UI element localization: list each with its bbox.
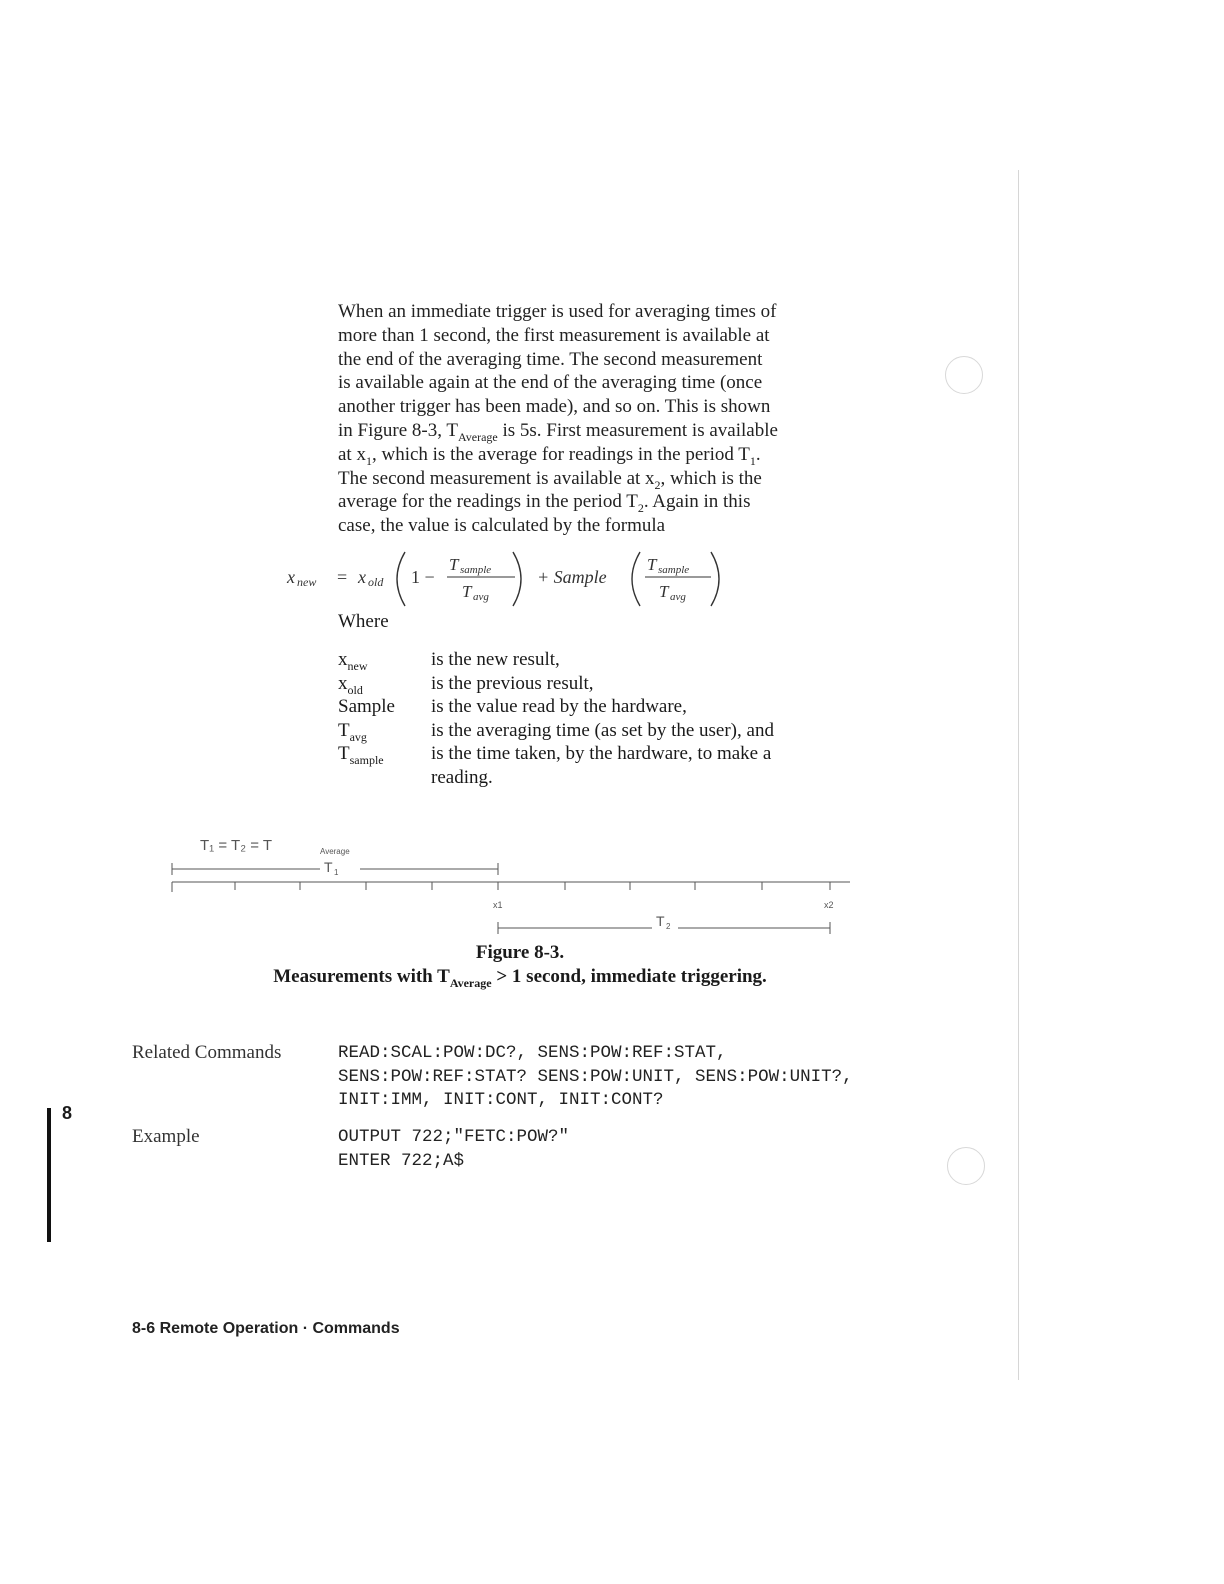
subscript: 1	[749, 453, 756, 468]
example-label: Example	[132, 1126, 200, 1147]
formula-den2: T	[659, 582, 669, 601]
definition-term	[338, 766, 431, 790]
text-run: . Again in this	[643, 491, 751, 513]
text-run: in Figure 8-3, T	[338, 419, 458, 441]
formula-xold: x	[358, 567, 366, 587]
formula-xold-sub: old	[368, 575, 384, 589]
term-text: x	[338, 649, 348, 670]
left-paren	[397, 552, 405, 606]
text-run: .	[755, 443, 761, 465]
code-line: OUTPUT 722;"FETC:POW?"	[338, 1127, 570, 1147]
text-run: is 5s. First measurement is available	[497, 419, 778, 441]
definition-desc: is the time taken, by the hardware, to make a	[431, 743, 772, 764]
example-code	[338, 1126, 569, 1173]
code-line: ENTER 722;A$	[338, 1150, 465, 1171]
paragraph-line: more than 1 second, the first measurement is available at	[338, 324, 770, 346]
term-sub: sample	[349, 752, 384, 767]
page-edge-rule	[1018, 170, 1019, 1380]
formula-num2: T	[647, 555, 657, 574]
period-equality-label: T₁ = T₂ = T	[200, 837, 273, 854]
paragraph-line: case, the value is calculated by the formula	[338, 515, 666, 537]
definition-row	[338, 742, 878, 766]
formula-den1-sub: avg	[473, 591, 489, 603]
formula-den2-sub: avg	[670, 591, 686, 603]
definition-term	[338, 719, 431, 743]
right-paren	[711, 552, 719, 606]
term-text: x	[338, 672, 348, 694]
definition-term	[338, 648, 431, 672]
term-sub: new	[347, 658, 368, 673]
subscript: 1	[365, 453, 372, 468]
text-run: , which is the	[660, 467, 762, 489]
definition-term	[338, 742, 431, 766]
paragraph-line	[338, 490, 898, 514]
related-commands-label: Related Commands	[132, 1042, 282, 1063]
right-paren	[513, 552, 521, 606]
timing-diagram	[168, 830, 858, 935]
definition-row	[338, 766, 878, 790]
figure-caption	[160, 966, 880, 988]
text-run: at x	[338, 443, 366, 465]
definition-row	[338, 695, 878, 719]
caption-text: > 1 second, immediate triggering.	[491, 966, 767, 987]
paragraph-line	[338, 443, 898, 467]
term-text: Sample	[338, 696, 395, 717]
left-paren	[632, 552, 640, 606]
text-run: average for the readings in the period T	[338, 491, 638, 513]
paragraph-line	[338, 467, 898, 491]
term-sub: old	[347, 682, 363, 697]
formula-num1-sub: sample	[460, 564, 492, 576]
chapter-tab-bar	[47, 1108, 51, 1242]
definition-desc: is the previous result,	[431, 672, 594, 694]
command-line: SENS:POW:REF:STAT? SENS:POW:UNIT, SENS:POW:UNIT?,	[338, 1066, 853, 1087]
formula-den1: T	[462, 582, 472, 601]
definition-desc: reading.	[431, 766, 493, 788]
definition-term	[338, 695, 431, 719]
t1-label-sub: 1	[334, 868, 339, 877]
paragraph-line	[338, 419, 898, 443]
page-footer: 8-6 Remote Operation · Commands	[132, 1320, 400, 1337]
t2-label-sub: 2	[666, 922, 671, 931]
caption-text: Measurements with T	[273, 966, 450, 987]
punch-hole-top	[945, 356, 983, 394]
subscript: Average	[457, 429, 498, 444]
definition-desc: is the averaging time (as set by the user), and	[431, 719, 774, 741]
subscript: 2	[654, 477, 661, 492]
period-equality-sub: Average	[320, 847, 350, 856]
formula-one-minus: 1 −	[411, 567, 435, 587]
definition-desc: is the new result,	[431, 649, 560, 670]
formula-lhs-sub: new	[297, 575, 317, 589]
definition-row	[338, 648, 878, 672]
caption-sub: Average	[449, 975, 492, 990]
t2-label: T	[656, 913, 665, 929]
formula-num1: T	[449, 555, 459, 574]
definition-row	[338, 719, 878, 743]
averaging-formula	[285, 548, 745, 608]
x1-marker-label: x1	[493, 900, 503, 910]
subscript: 2	[637, 501, 644, 516]
figure-title: Figure 8-3.	[475, 942, 565, 963]
term-text: T	[338, 743, 350, 764]
body-paragraph	[338, 300, 898, 538]
definition-desc: is the value read by the hardware,	[431, 696, 687, 717]
definition-term	[338, 672, 431, 696]
where-label: Where	[338, 611, 389, 632]
command-line: INIT:IMM, INIT:CONT, INIT:CONT?	[338, 1090, 664, 1110]
paragraph-line: When an immediate trigger is used for averaging times of	[338, 301, 777, 322]
text-run: , which is the average for readings in the period T	[371, 443, 750, 465]
x2-marker-label: x2	[824, 900, 834, 910]
paragraph-line: another trigger has been made), and so on. This is shown	[338, 396, 771, 418]
command-line: READ:SCAL:POW:DC?, SENS:POW:REF:STAT,	[338, 1043, 727, 1063]
t1-label: T	[324, 859, 333, 875]
formula-lhs: x	[287, 567, 295, 587]
definitions-list	[338, 648, 878, 789]
text-run: The second measurement is available at x	[338, 467, 655, 489]
punch-hole-bottom	[947, 1147, 985, 1185]
formula-equals: =	[337, 567, 348, 587]
paragraph-line: the end of the averaging time. The second measurement	[338, 348, 763, 370]
paragraph-line: is available again at the end of the averaging time (once	[338, 372, 763, 394]
term-text: T	[338, 719, 350, 741]
related-commands-list	[338, 1042, 853, 1113]
formula-num2-sub: sample	[658, 564, 690, 576]
term-sub: avg	[349, 729, 367, 744]
chapter-number: 8	[62, 1103, 73, 1123]
formula-plus-sample: + Sample	[537, 567, 607, 587]
definition-row	[338, 672, 878, 696]
